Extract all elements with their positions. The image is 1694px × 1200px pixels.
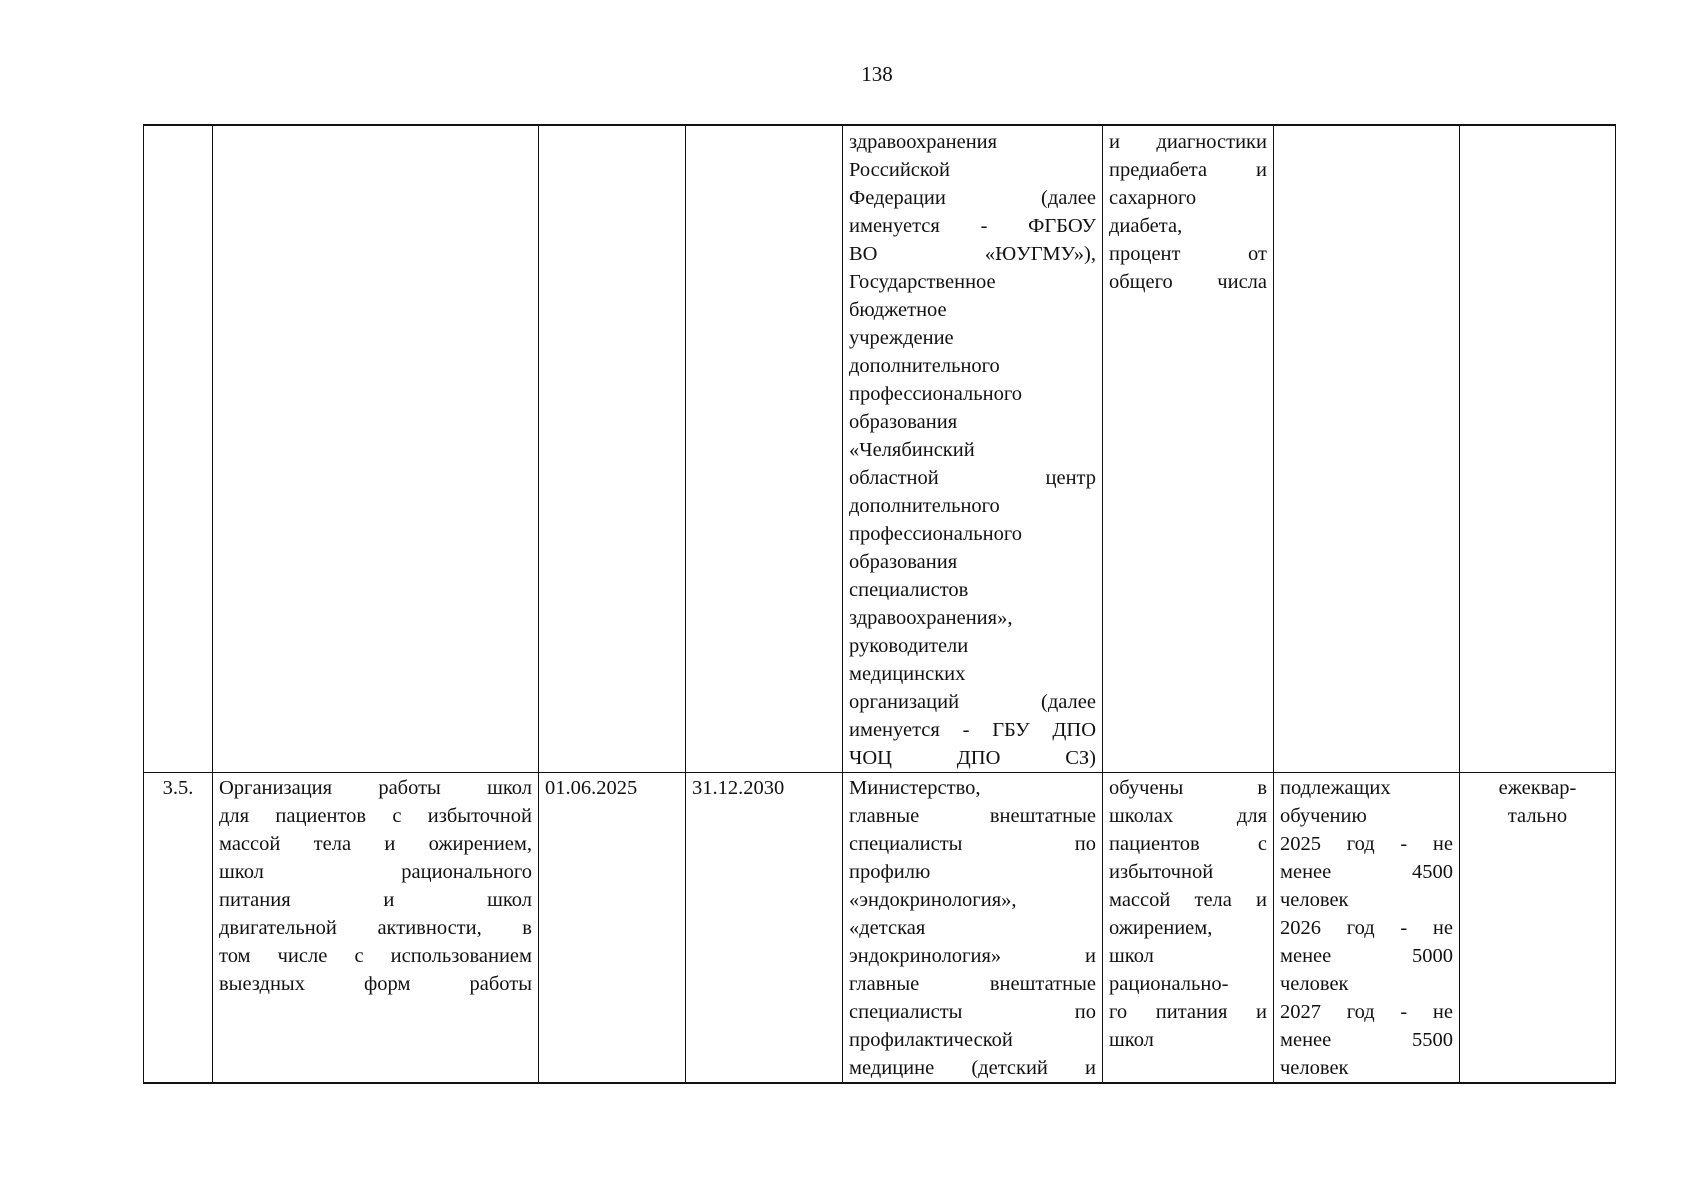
text-line: организаций (далее [849, 691, 1096, 713]
text-line: пациентов с [1109, 833, 1267, 855]
text-line: профессионального [849, 523, 1022, 545]
text-line: образования [849, 551, 958, 573]
text-line: тально [1507, 805, 1568, 827]
event-description [213, 773, 539, 1084]
page-number: 138 [861, 62, 893, 86]
text-line: го питания и [1109, 1001, 1267, 1023]
text-line: сахарного [1109, 187, 1197, 209]
indicator [1103, 773, 1274, 1084]
indicator-text [1109, 774, 1267, 1054]
target-value [1274, 773, 1460, 1084]
text-line: главные внештатные [849, 973, 1096, 995]
text-line: образования [849, 411, 958, 433]
cell-event [213, 125, 539, 773]
text-line: двигательной активности, в [219, 917, 532, 939]
text-line: медицинских [849, 663, 966, 685]
text-line: питания и школ [219, 889, 532, 911]
text-line: Российской [849, 159, 951, 181]
start-date: 01.06.2025 [539, 773, 686, 1084]
text-line: для пациентов с избыточной [219, 805, 532, 827]
cell-end-date [686, 125, 843, 773]
periodicity [1460, 773, 1616, 1084]
text-line: 2025 год - не [1280, 833, 1453, 855]
text-line: избыточной [1109, 861, 1214, 883]
text-line: Организация работы школ [219, 777, 532, 799]
text-line: Федерации (далее [849, 187, 1096, 209]
text-line: профессионального [849, 383, 1022, 405]
text-line: рационально- [1109, 973, 1229, 995]
event-text [219, 774, 532, 998]
text-line: дополнительного [849, 495, 1000, 517]
text-line: массой тела и ожирением, [219, 833, 532, 855]
table-row-continuation [144, 125, 1616, 773]
text-line: профилактической [849, 1029, 1013, 1051]
text-line: здравоохранения [849, 131, 998, 153]
text-line: школ рационального [219, 861, 532, 883]
text-line: школах для [1109, 805, 1267, 827]
text-line: общего числа [1109, 271, 1267, 293]
text-line: менее 4500 [1280, 861, 1453, 883]
text-line: человек [1280, 889, 1349, 911]
cell-periodicity [1460, 125, 1616, 773]
text-line: бюджетное [849, 299, 947, 321]
text-line: специалисты по [849, 833, 1096, 855]
responsible-text [849, 128, 1096, 772]
indicator-text [1109, 128, 1267, 296]
text-line: именуется - ФГБОУ [849, 215, 1096, 237]
text-line: диабета, [1109, 215, 1183, 237]
text-line: здравоохранения», [849, 607, 1013, 629]
text-line: предиабета и [1109, 159, 1267, 181]
text-line: процент от [1109, 243, 1267, 265]
text-line: именуется - ГБУ ДПО [849, 719, 1096, 741]
target-value-text [1280, 774, 1453, 1082]
text-line: дополнительного [849, 355, 1000, 377]
responsible-text [849, 774, 1096, 1082]
cell-value [1274, 125, 1460, 773]
text-line: обучены в [1109, 777, 1267, 799]
responsible [843, 773, 1103, 1084]
text-line: специалистов [849, 579, 969, 601]
text-line: 2026 год - не [1280, 917, 1453, 939]
text-line: эндокринология» и [849, 945, 1096, 967]
text-line: менее 5000 [1280, 945, 1453, 967]
text-line: руководители [849, 635, 969, 657]
end-date: 31.12.2030 [686, 773, 843, 1084]
text-line: 2027 год - не [1280, 1001, 1453, 1023]
text-line: школ [1109, 1029, 1154, 1051]
text-line: ВО «ЮУГМУ»), [849, 243, 1096, 265]
text-line: профилю [849, 861, 931, 883]
periodicity-text [1466, 774, 1609, 830]
text-line: «Челябинский [849, 439, 975, 461]
text-line: школ [1109, 945, 1154, 967]
cell-start-date [539, 125, 686, 773]
text-line: ЧОЦ ДПО СЗ) [849, 747, 1096, 769]
text-line: обучению [1280, 805, 1367, 827]
text-line: медицине (детский и [849, 1057, 1096, 1079]
text-line: выездных форм работы [219, 973, 532, 995]
text-line: Государственное [849, 271, 996, 293]
text-line: «эндокринология», [849, 889, 1017, 911]
text-line: Министерство, [849, 777, 981, 799]
text-line: том числе с использованием [219, 945, 532, 967]
text-line: ежеквар- [1498, 777, 1577, 799]
text-line: «детская [849, 917, 926, 939]
text-line: человек [1280, 973, 1349, 995]
row-number: 3.5. [144, 773, 213, 1084]
cell-number [144, 125, 213, 773]
table-row-3-5 [144, 773, 1616, 1084]
text-line: менее 5500 [1280, 1029, 1453, 1051]
cell-responsible [843, 125, 1103, 773]
text-line: областной центр [849, 467, 1096, 489]
text-line: и диагностики [1109, 131, 1267, 153]
text-line: массой тела и [1109, 889, 1267, 911]
plan-table [143, 124, 1616, 1084]
cell-indicator [1103, 125, 1274, 773]
text-line: ожирением, [1109, 917, 1213, 939]
text-line: человек [1280, 1057, 1349, 1079]
text-line: главные внештатные [849, 805, 1096, 827]
text-line: подлежащих [1280, 777, 1391, 799]
text-line: учреждение [849, 327, 954, 349]
text-line: специалисты по [849, 1001, 1096, 1023]
